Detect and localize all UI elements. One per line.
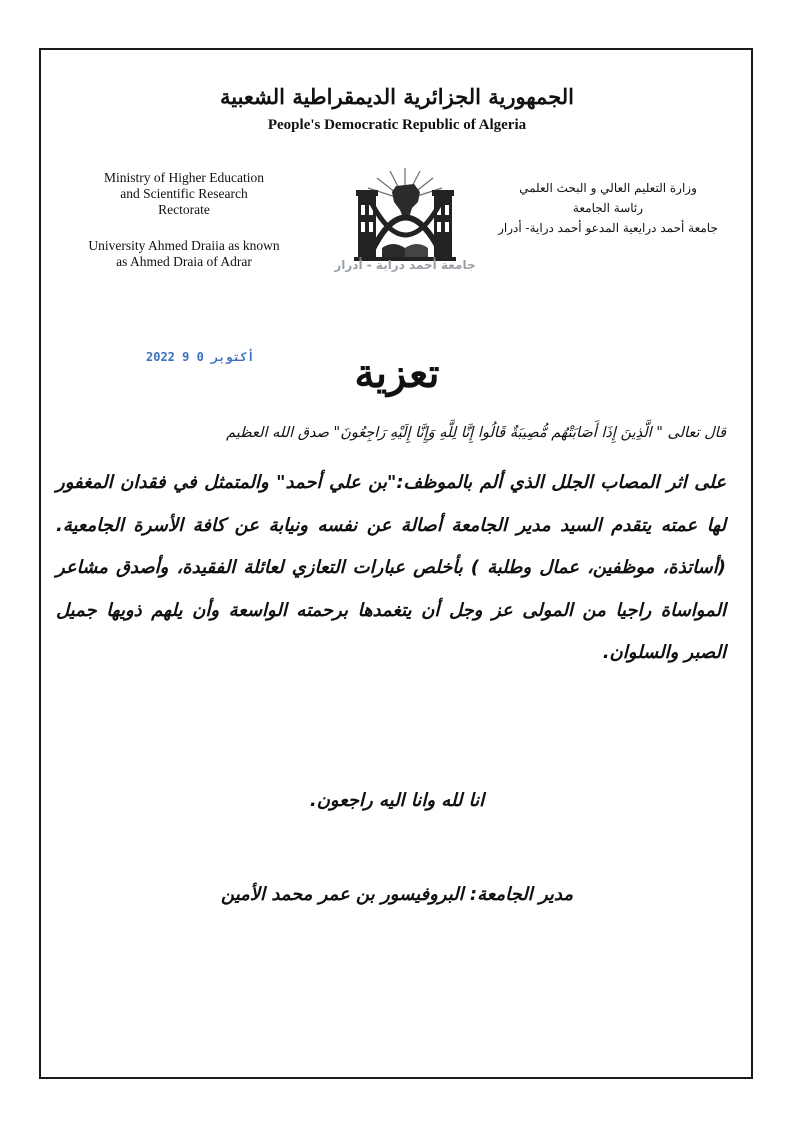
ministry-line-1: Ministry of Higher Education (103, 170, 265, 185)
quran-verse: قال تعالى " الَّذِينَ إِذَا أَصَابَتْهُم مُّصِيبَةٌ قَالُوا إِنَّا لِلَّهِ وَإِنَّا إِلَيْهِ رَاجِعُونَ" صدق الله العظيم (226, 425, 726, 441)
closing-phrase: انا لله وانا اليه راجعون. (309, 790, 485, 811)
condolence-body (56, 462, 726, 675)
institution-block-arabic (488, 178, 728, 238)
presidency-line-arabic: رئاسة الجامعة (572, 201, 644, 215)
university-line-1: University Ahmed Draiia as known (88, 238, 280, 253)
country-title-english: People's Democratic Republic of Algeria (267, 117, 527, 133)
ministry-line-arabic: وزارة التعليم العالي و البحث العلمي (519, 181, 697, 195)
ministry-line-2: and Scientific Research (120, 186, 248, 201)
rectorate-line: Rectorate (158, 202, 210, 217)
country-title-arabic: الجمهورية الجزائرية الديمقراطية الشعبية (219, 84, 574, 109)
body-paragraph: على اثر المصاب الجلل الذي ألم بالموظف:"بن علي أحمد" والمتمثل في فقدان المغفور لها عمته يتقدم السيد مدير الجامعة أصالة عن نفسه ونيابة عن كافة الأسرة الجامعية.(أساتذة، موظفين، عمال وطلبة ) بأخلص عبارات التعازي لعائلة الفقيدة، وأصدق مشاعر المواساة راجيا من المولى عز وجل أن يتغمدها برحمته الواسعة وأن يلهم ذويها جميل الصبر والسلوان. (56, 472, 726, 663)
university-line-2: as Ahmed Draia of Adrar (116, 254, 252, 269)
signature-line: مدير الجامعة: البروفيسور بن عمر محمد الأمين (221, 884, 573, 905)
date-stamp: 2022 أكتوبر 0 9 (146, 350, 255, 364)
institution-block-english (74, 170, 294, 270)
document-title: تعزية (354, 350, 440, 397)
logo-caption: جامعة أحمد دراية - أدرار (334, 258, 476, 272)
university-line-arabic: جامعة أحمد درايعية المدعو أحمد دراية- أدرار (498, 221, 718, 235)
